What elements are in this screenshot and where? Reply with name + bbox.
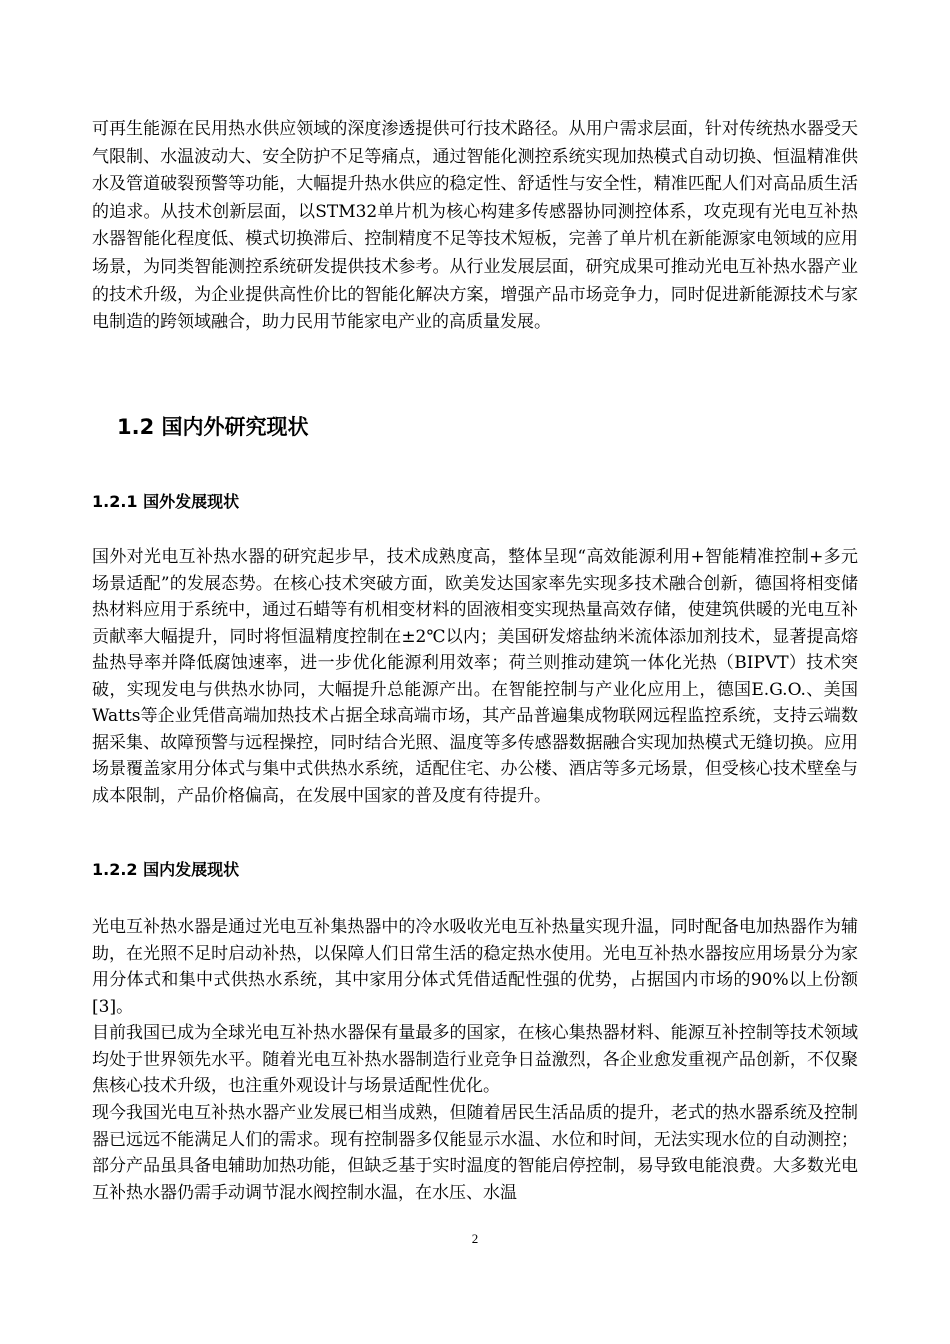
section-1-2-heading: 1.2 国内外研究现状 xyxy=(117,415,309,439)
page-number: 2 xyxy=(471,1231,479,1246)
domestic-status-paragraph-3: 现今我国光电互补热水器产业发展已相当成熟，但随着居民生活品质的提升，老式的热水器系统及控制器已远远不能满足人们的需求。现有控制器多仅能显示水温、水位和时间，无法实现水位的自动测控；部分产品虽具备电辅助加热功能，但缺乏基于实时温度的智能启停控制，易导致电能浪费。大多数光电互补热水器仍需手动调节混水阀控制水温，在水压、水温 xyxy=(92,1103,858,1203)
section-1-2-1-heading: 1.2.1 国外发展现状 xyxy=(92,492,240,511)
intro-paragraph: 可再生能源在民用热水供应领域的深度渗透提供可行技术路径。从用户需求层面，针对传统热水器受天气限制、水温波动大、安全防护不足等痛点，通过智能化测控系统实现加热模式自动切换、恒温精准供水及管道破裂预警等功能，大幅提升热水供应的稳定性、舒适性与安全性，精准匹配人们对高品质生活的追求。从技术创新层面，以STM32单片机为核心构建多传感器协同测控体系，攻克现有光电互补热水器智能化程度低、模式切换滞后、控制精度不足等技术短板，完善了单片机在新能源家电领域的应用场景，为同类智能测控系统研发提供技术参考。从行业发展层面，研究成果可推动光电互补热水器产业的技术升级，为企业提供高性价比的智能化解决方案，增强产品市场竞争力，同时促进新能源技术与家电制造的跨领域融合，助力民用节能家电产业的高质量发展。 xyxy=(92,119,858,333)
domestic-status-paragraph-1: 光电互补热水器是通过光电互补集热器中的冷水吸收光电互补热量实现升温，同时配备电加热器作为辅助，在光照不足时启动补热，以保障人们日常生活的稳定热水使用。光电互补热水器按应用场景分为家用分体式和集中式供热水系统，其中家用分体式凭借适配性强的优势，占据国内市场的90%以上份额[3]。 xyxy=(92,917,858,1017)
domestic-status-paragraph-2: 目前我国已成为全球光电互补热水器保有量最多的国家，在核心集热器材料、能源互补控制等技术领域均处于世界领先水平。随着光电互补热水器制造行业竞争日益激烈，各企业愈发重视产品创新，不仅聚焦核心技术升级，也注重外观设计与场景适配性优化。 xyxy=(92,1023,858,1096)
section-1-2-2-heading: 1.2.2 国内发展现状 xyxy=(92,860,240,879)
foreign-status-paragraph: 国外对光电互补热水器的研究起步早，技术成熟度高，整体呈现“高效能源利用+智能精准控制+多元场景适配”的发展态势。在核心技术突破方面，欧美发达国家率先实现多技术融合创新，德国将相变储热材料应用于系统中，通过石蜡等有机相变材料的固液相变实现热量高效存储，使建筑供暖的光电互补贡献率大幅提升，同时将恒温精度控制在±2℃以内；美国研发熔盐纳米流体添加剂技术，显著提高熔盐热导率并降低腐蚀速率，进一步优化能源利用效率；荷兰则推动建筑一体化光热（BIPVT）技术突破，实现发电与供热水协同，大幅提升总能源产出。在智能控制与产业化应用上，德国E.G.O.、美国Watts等企业凭借高端加热技术占据全球高端市场，其产品普遍集成物联网远程监控系统，支持云端数据采集、故障预警与远程操控，同时结合光照、温度等多传感器数据融合实现加热模式无缝切换。应用场景覆盖家用分体式与集中式供热水系统，适配住宅、办公楼、酒店等多元场景，但受核心技术壁垒与成本限制，产品价格偏高，在发展中国家的普及度有待提升。 xyxy=(92,547,858,806)
